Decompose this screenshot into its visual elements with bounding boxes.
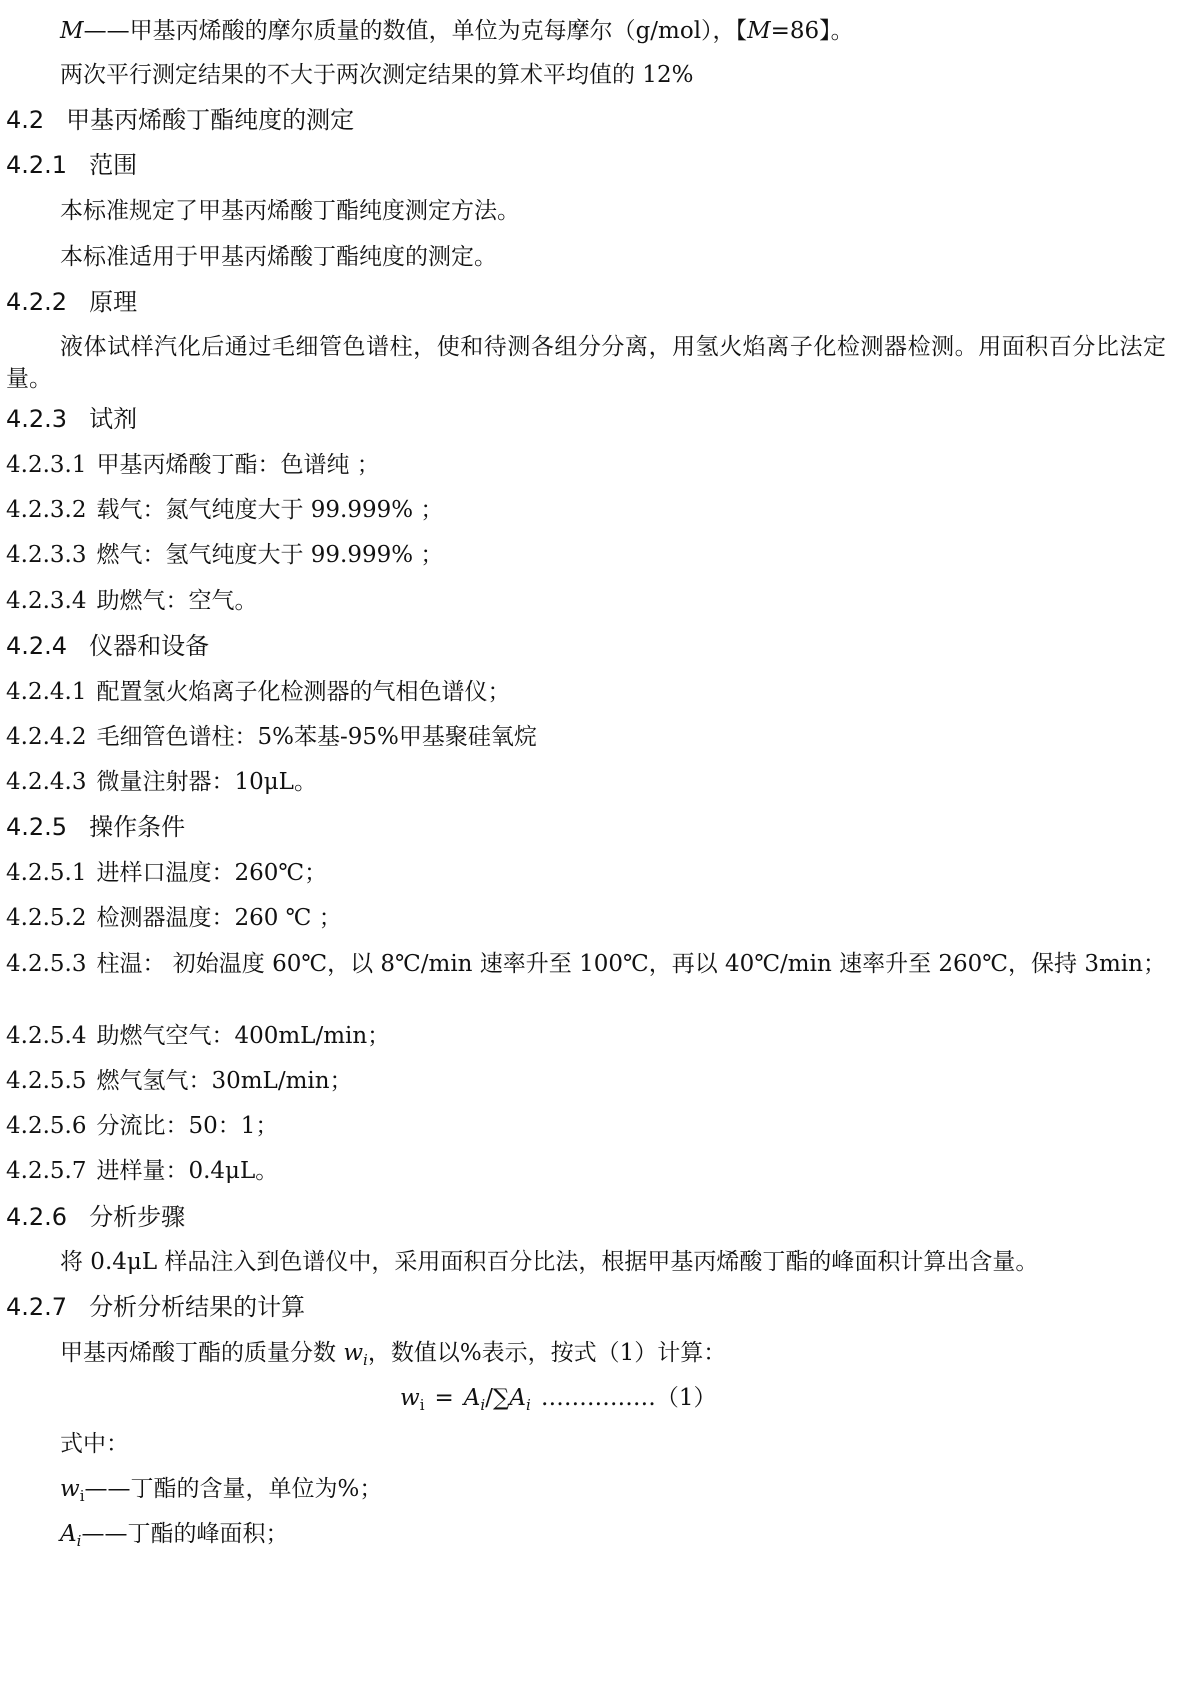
list-item [6,538,443,572]
item-number: 4.2.3.2 [6,497,87,523]
item-number: 4.2.4.3 [6,769,87,795]
calculation-intro [60,1336,726,1377]
parallel-rule: 两次平行测定结果的不大于两次测定结果的算术平均值的 12% [60,62,694,88]
item-number: 4.2.3.4 [6,588,87,614]
section-heading-4-2-3 [6,402,137,436]
section-heading-4-2-2 [6,285,137,319]
item-text: 燃气：氢气纯度大于 99.999% ； [96,542,444,568]
formula-lhs: w [400,1385,420,1411]
list-item [6,720,537,754]
list-item [6,765,317,799]
formula-numerator-subscript: i [480,1396,486,1414]
definition-text: ——丁酯的峰面积； [81,1521,289,1547]
item-text: 微量注射器：10μL。 [96,769,317,795]
scope-paragraph-1: 本标准规定了甲基丙烯酸丁酯纯度测定方法。 [60,198,520,224]
definition-w [60,1472,382,1513]
item-number: 4.2.5.7 [6,1158,87,1184]
section-number: 4.2 [6,106,45,134]
item-number: 4.2.5.5 [6,1068,87,1094]
definition-text: ——丁酯的含量，单位为%； [84,1476,383,1502]
item-text: 燃气氢气：30mL/min； [96,1068,353,1094]
formula-lhs-subscript: i [419,1396,425,1414]
item-number: 4.2.5.2 [6,905,87,931]
list-item [6,493,443,527]
list-item [6,1019,390,1053]
item-text: 助燃气空气：400mL/min； [96,1023,391,1049]
section-number: 4.2.7 [6,1293,68,1321]
list-item [6,856,327,890]
item-text: 助燃气：空气。 [96,588,258,614]
list-item [6,1064,353,1098]
symbol-w: w [343,1340,363,1366]
symbol-subscript: i [76,1532,82,1550]
section-title: 仪器和设备 [89,632,210,660]
list-item [6,1109,278,1143]
item-number: 4.2.5.4 [6,1023,87,1049]
list-item [6,448,380,482]
symbol-w: w [60,1476,80,1502]
list-item [6,948,1166,980]
definition-a [60,1517,288,1558]
section-number: 4.2.3 [6,405,68,433]
symbol-m: M [60,18,84,44]
calculation-intro-text: 甲基丙烯酸丁酯的质量分数 [60,1340,344,1366]
item-text: 分流比：50：1； [96,1113,279,1139]
item-number: 4.2.5.3 [6,951,87,977]
formula-equals: = [434,1385,454,1411]
section-title: 试剂 [89,405,138,433]
section-heading-4-2-7 [6,1290,305,1324]
symbol-a: A [60,1521,77,1547]
section-number: 4.2.2 [6,288,68,316]
molar-mass-definition [60,14,854,48]
section-title: 分析步骤 [89,1203,186,1231]
item-number: 4.2.3.1 [6,452,87,478]
formula-numerator: A [463,1385,481,1411]
symbol-m-eq: M [747,18,771,44]
item-text: 甲基丙烯酸丁酯：色谱纯 ； [96,452,380,478]
section-heading-4-2-1 [6,148,137,182]
molar-mass-text: ——甲基丙烯酸的摩尔质量的数值，单位为克每摩尔（g/mol），【 [83,18,748,44]
section-title: 甲基丙烯酸丁酯纯度的测定 [66,106,355,134]
item-text: 检测器温度：260 ℃ ； [96,905,342,931]
where-label: 式中： [60,1431,129,1457]
section-title: 分析分析结果的计算 [89,1293,306,1321]
list-item [6,584,257,618]
section-number: 4.2.1 [6,151,68,179]
calculation-intro-text-2: ，数值以%表示，按式（1）计算： [367,1340,727,1366]
item-number: 4.2.4.1 [6,679,87,705]
principle-paragraph: 液体试样汽化后通过毛细管色谱柱，使和待测各组分分离，用氢火焰离子化检测器检测。用面积百分比法定量。 [6,334,1166,392]
list-item [6,675,510,709]
list-item [6,1154,278,1188]
item-text: 柱温： 初始温度 60℃，以 8℃/min 速率升至 100℃，再以 40℃/min 速率升至 260℃，保持 3min； [96,951,1166,977]
section-number: 4.2.4 [6,632,68,660]
section-number: 4.2.6 [6,1203,68,1231]
list-item [6,901,342,935]
symbol-subscript: i [363,1351,368,1369]
item-text: 进样量：0.4μL。 [96,1158,279,1184]
formula-1 [400,1381,726,1422]
section-heading-4-2-6 [6,1200,185,1234]
item-number: 4.2.5.1 [6,860,87,886]
section-heading-4-2-5 [6,810,185,844]
formula-denominator: A [509,1385,527,1411]
formula-divide: / [485,1385,493,1411]
section-heading-4-2-4 [6,629,209,663]
section-heading-4-2 [6,103,354,137]
formula-dots: ……………（1） [540,1385,717,1411]
molar-mass-value: =86】。 [770,18,854,44]
section-title: 范围 [89,151,138,179]
section-title: 操作条件 [89,813,186,841]
formula-denominator-subscript: i [526,1396,531,1414]
item-number: 4.2.5.6 [6,1113,87,1139]
section-title: 原理 [89,288,138,316]
scope-paragraph-2: 本标准适用于甲基丙烯酸丁酯纯度的测定。 [60,244,497,270]
item-text: 进样口温度：260℃； [96,860,328,886]
item-number: 4.2.4.2 [6,724,87,750]
item-text: 毛细管色谱柱：5%苯基-95%甲基聚硅氧烷 [96,724,537,750]
item-number: 4.2.3.3 [6,542,87,568]
item-text: 配置氢火焰离子化检测器的气相色谱仪； [96,679,511,705]
procedure-paragraph: 将 0.4μL 样品注入到色谱仪中，采用面积百分比法，根据甲基丙烯酸丁酯的峰面积计算出含量。 [60,1249,1039,1275]
section-number: 4.2.5 [6,813,68,841]
item-text: 载气：氮气纯度大于 99.999% ； [96,497,444,523]
symbol-subscript: i [79,1487,85,1505]
formula-sum: ∑ [492,1385,510,1411]
